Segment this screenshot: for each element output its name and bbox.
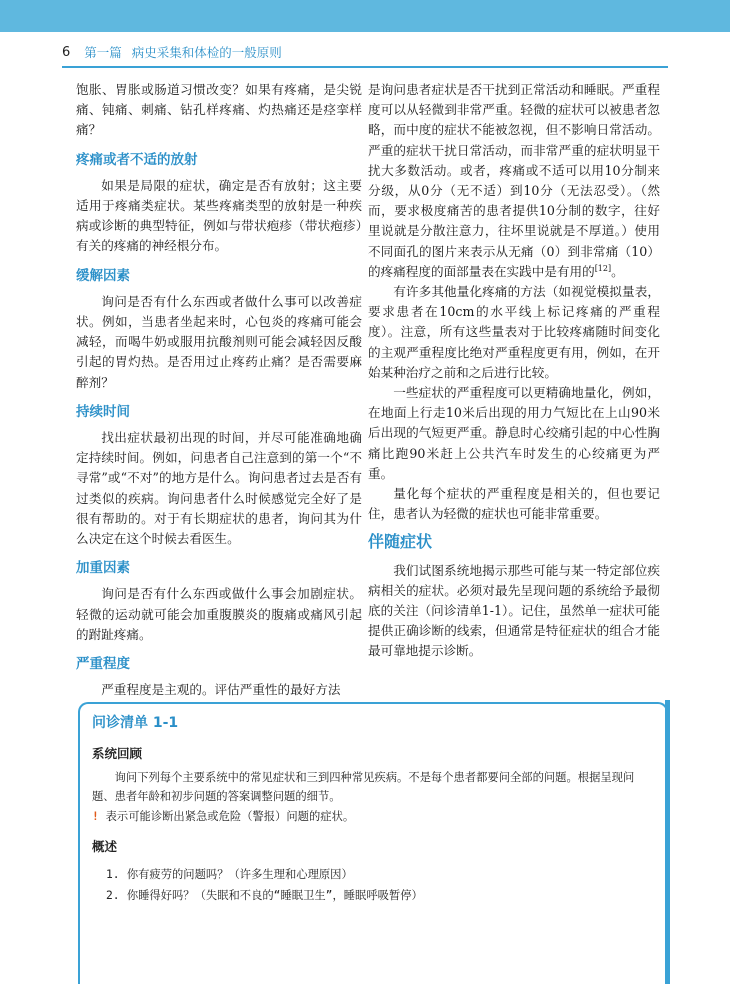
paragraph: 询问是否有什么东西或做什么事会加剧症状。轻微的运动就可能会加重腹膜炎的腹痛或痛风引起的跗趾疼痛。 — [76, 586, 362, 642]
paragraph: 一些症状的严重程度可以更精确地量化，例如，在地面上行走10米后出现的用力气短比在上山90米后出现的气短更严重。静息时心绞痛引起的中心性胸痛比跑90米赶上公共汽车时发生的心绞痛更为严重。 — [368, 385, 660, 481]
section-heading-radiation: 疼痛或者不适的放射 — [76, 151, 198, 168]
item-text: 你有疲劳的问题吗？（许多生理和心理原因） — [126, 868, 353, 881]
checklist-section-systems-review: 系统回顾 — [92, 746, 143, 761]
part-label: 第一篇 — [84, 45, 122, 60]
item-text: 你睡得好吗？（失眠和不良的“睡眠卫生”，睡眠呼吸暂停） — [126, 889, 423, 902]
section-heading-associated-symptoms: 伴随症状 — [368, 532, 433, 552]
section-heading-duration: 持续时间 — [76, 403, 130, 420]
item-number: 1. — [106, 868, 120, 881]
paragraph: 有许多其他量化疼痛的方法（如视觉模拟量表，要求患者在10cm的水平线上标记疼痛的严重程度）。注意，所有这些量表对于比较疼痛随时间变化的主观严重程度比绝对严重程度更有用，例如，在开始某种治疗之前和之后进行比较。 — [368, 284, 660, 380]
paragraph: 我们试图系统地揭示那些可能与某一特定部位疾病相关的症状。必须对最先呈现问题的系统给予最彻底的关注（问诊清单1-1）。记住，虽然单一症状可能提供正确诊断的线索，但通常是特征症状的组合才能最可靠地提示诊断。 — [368, 562, 660, 659]
item-number: 2. — [106, 889, 120, 902]
paragraph-text: 是询问患者症状是否干扰到正常活动和睡眠。严重程度可以从轻微到非常严重。轻微的症状可以被患者忽略，而中度的症状不能被忽视，但不影响日常活动。严重的症状干扰日常活动，而非常严重的症状明显干扰大多数活动。或者，疼痛或不适可以用10分制来分级，从0分（无不适）到10分（无法忍受）。（然而，要求极度痛苦的患者提供10分制的数字，往好里说就是分散注意力，往坏里说就是不厚道。）使用不同面孔的图片来表示从无痛（0）到非常痛（10）的疼痛程度的面部量表在实践中是有用的 — [368, 82, 660, 279]
checklist-section-overview: 概述 — [92, 839, 118, 854]
warning-text: 表示可能诊断出紧急或危险（警报）问题的症状。 — [105, 810, 355, 823]
checklist-items — [106, 864, 646, 906]
reference-citation: [12] — [594, 263, 612, 273]
part-title: 病史采集和体检的一般原则 — [131, 45, 282, 60]
top-color-band — [0, 0, 730, 32]
header-divider — [62, 66, 668, 68]
section-heading-severity: 严重程度 — [76, 656, 130, 673]
checklist-intro: 询问下列每个主要系统中的常见症状和三到四种常见疾病。不是每个患者都要问全部的问题。根据呈现问题、患者年龄和初步问题的答案调整问题的细节。 — [92, 771, 635, 803]
paragraph: 询问是否有什么东西或者做什么事可以改善症状。例如，当患者坐起来时，心包炎的疼痛可能会减轻，而喝牛奶或服用抗酸剂则可能会减轻因反酸引起的胃灼热。是否用过止疼药止痛？是否需要麻醉剂？ — [76, 293, 362, 390]
list-item — [106, 885, 646, 906]
paragraph: 找出症状最初出现的时间，并尽可能准确地确定持续时间。例如，问患者自己注意到的第一个“不寻常”或“不对”的地方是什么。询问患者过去是否有过类似的疾病。询问患者什么时候感觉完全好了是很有帮助的。对于有长期症状的患者，询问其为什么决定在这个时候去看医生。 — [76, 430, 362, 547]
warning-icon: ! — [92, 810, 99, 823]
paragraph: 量化每个症状的严重程度是相关的，但也要记住，患者认为轻微的症状也可能非常重要。 — [368, 486, 660, 522]
paragraph — [368, 80, 660, 282]
paragraph: 如果是局限的症状，确定是否有放射；这主要适用于疼痛类症状。某些疼痛类型的放射是一种疾病或诊断的典型特征，例如与带状疱疹（带状疱疹）有关的疼痛的神经根分布。 — [76, 177, 362, 254]
running-title — [84, 43, 292, 61]
paragraph: 饱胀、胃胀或肠道习惯改变？如果有疼痛，是尖锐痛、钝痛、刺痛、钻孔样疼痛、灼热痛还是痉挛样痛？ — [76, 82, 362, 138]
interview-checklist-box — [78, 702, 668, 984]
checklist-title: 问诊清单 1-1 — [92, 715, 179, 731]
checklist-accent-bar — [665, 700, 670, 984]
left-column — [76, 80, 362, 700]
right-column — [368, 80, 660, 662]
checklist-warning-note — [92, 807, 652, 826]
section-heading-aggravating-factors: 加重因素 — [76, 560, 130, 577]
page-number: 6 — [62, 44, 71, 60]
paragraph: 严重程度是主观的。评估严重性的最好方法 — [101, 682, 341, 698]
section-heading-relieving-factors: 缓解因素 — [76, 267, 130, 284]
page-header — [62, 42, 292, 62]
paragraph-end: 。 — [611, 263, 624, 279]
list-item — [106, 864, 646, 885]
